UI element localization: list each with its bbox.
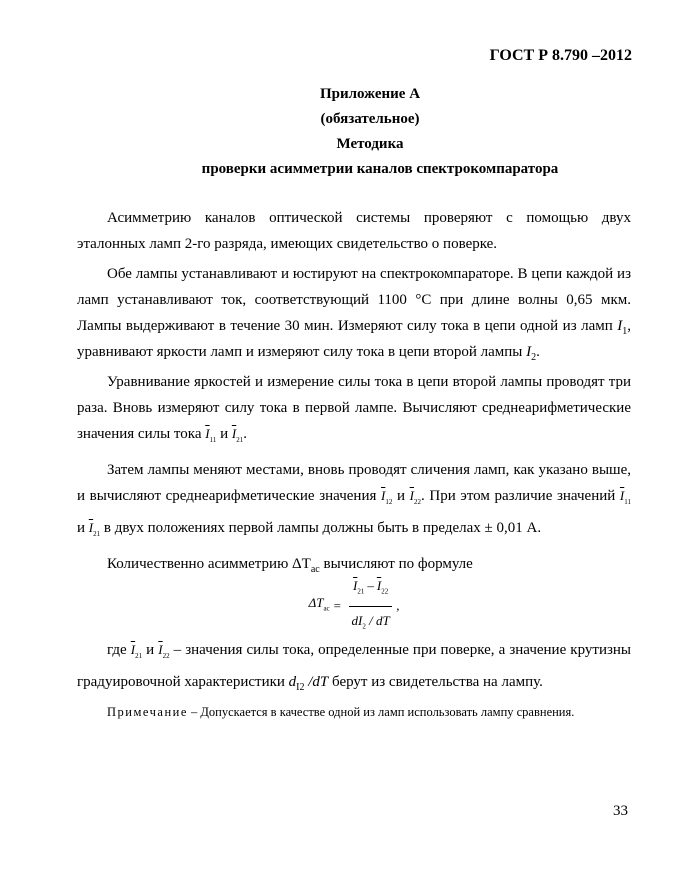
mean-current-subscript: 22 (162, 652, 170, 660)
mean-current-symbol: $\overline{I}$ (409, 488, 415, 503)
conjunction: и (216, 426, 232, 442)
p3-text-a: Уравнивание яркостей и измерение силы тока в цепи второй лампы проводят три раза. Вновь измеряют силу тока в первой лампе. Вычисляют среднеарифметические значения силы тока (77, 374, 631, 442)
document-body (77, 205, 631, 725)
formula-minus: – (367, 577, 374, 593)
p2-text-c: . (536, 344, 540, 360)
asymmetry-formula (77, 577, 631, 631)
current-symbol: I (526, 344, 532, 360)
method-subject: проверки асимметрии каналов спектрокомпаратора (201, 161, 559, 177)
p5-text-b: вычисляют по формуле (319, 556, 473, 572)
p4-text-b: . При этом различие значений (421, 488, 620, 504)
asymmetry-subscript: ac (310, 564, 320, 575)
p4-text-a: Затем лампы меняют местами, вновь проводят сличения ламп, как указано выше, и вычисляют среднеарифметические значения (77, 462, 631, 504)
mean-current-symbol: $\overline{I}$ (158, 642, 163, 657)
slope-subscript: I2 (296, 682, 305, 693)
mean-current-symbol: $\overline{I}$ (231, 426, 237, 441)
paragraph-1 (77, 205, 631, 257)
paragraph-3 (77, 369, 631, 453)
mean-current-subscript: 22 (414, 498, 422, 506)
formula-lhs-subscript: ac (323, 604, 330, 613)
formula-num-subscript: 22 (381, 587, 389, 596)
p5-text-a: Количественно асимметрию ΔT (107, 556, 311, 572)
paragraph-2 (77, 261, 631, 365)
note (77, 699, 631, 725)
p2-text-a: Обе лампы устанавливают и юстируют на спектрокомпараторе. В цепи каждой из ламп устанавливают ток, соответствующий 1100 °С при длине волны 0,65 мкм. Лампы выдерживают в течение 30 мин. Измеряют силу тока в цепи одной из ламп (77, 266, 631, 334)
formula-numerator (349, 573, 392, 607)
appendix-title: Приложение А (319, 86, 421, 102)
formula-comma: , (396, 598, 400, 613)
mean-current-symbol: $\overline{I}$ (88, 520, 94, 535)
page-number: 33 (613, 803, 628, 819)
current-subscript: 2 (531, 352, 537, 363)
mean-current-symbol: $\overline{I}$ (130, 642, 136, 657)
p6-text-c: берут из свидетельства на лампу. (328, 674, 543, 690)
paragraph-1-text: Асимметрию каналов оптической системы проверяют с помощью двух эталонных ламп 2-го разряда, имеющих свидетельство о поверке. (77, 210, 631, 252)
p6-text-b: – значения силы тока, определенные при поверке, а значение крутизны градуировочной характеристики (77, 642, 632, 690)
mean-current-subscript: 11 (209, 436, 217, 444)
current-symbol: I (617, 318, 623, 334)
slope-symbol: d (288, 674, 297, 690)
p2-text-b: , уравнивают яркости ламп и измеряют силу тока в цепи второй лампы (77, 318, 631, 360)
standard-designation: ГОСТ Р 8.790 –2012 (489, 47, 632, 64)
conjunction: и (142, 642, 159, 658)
mean-current-subscript: 11 (624, 498, 631, 506)
formula-lhs-symbol: ΔT (308, 595, 324, 611)
conjunction: и (77, 520, 89, 536)
p4-text-c: в двух положениях первой лампы должны быть в пределах ± 0,01 А. (100, 520, 542, 536)
formula-den-subscript: 2 (362, 622, 366, 631)
formula-lhs (309, 590, 330, 622)
formula-num-symbol: $\overline{I}$ (376, 577, 382, 593)
mean-current-subscript: 21 (236, 436, 244, 444)
note-label: Примечание (107, 705, 188, 719)
appendix-headings (0, 82, 680, 182)
conjunction: и (392, 488, 410, 504)
mean-current-symbol: $\overline{I}$ (205, 426, 210, 441)
note-text: – Допускается в качестве одной из ламп использовать лампу сравнения. (187, 705, 575, 719)
formula-fraction (349, 573, 392, 639)
formula-num-subscript: 21 (357, 587, 365, 596)
paragraph-4 (77, 457, 631, 547)
p3-text-b: . (243, 426, 247, 442)
formula-equals: = (333, 598, 341, 613)
paragraph-6 (77, 637, 631, 695)
formula-denominator (352, 607, 390, 640)
mean-current-symbol: $\overline{I}$ (381, 488, 386, 503)
mean-current-subscript: 12 (385, 498, 393, 506)
current-subscript: 1 (622, 326, 628, 337)
p6-text-a: где (107, 642, 131, 658)
mean-current-subscript: 21 (135, 652, 143, 660)
slope-rest: /dT (304, 674, 329, 690)
mean-current-symbol: $\overline{I}$ (619, 488, 625, 503)
method-title: Методика (336, 136, 404, 152)
appendix-status: (обязательное) (320, 111, 420, 127)
formula-den-symbol: dI (351, 612, 363, 628)
mean-current-subscript: 21 (93, 530, 101, 538)
formula-den-rest: / dT (365, 612, 390, 628)
formula-num-symbol: $\overline{I}$ (353, 577, 358, 593)
